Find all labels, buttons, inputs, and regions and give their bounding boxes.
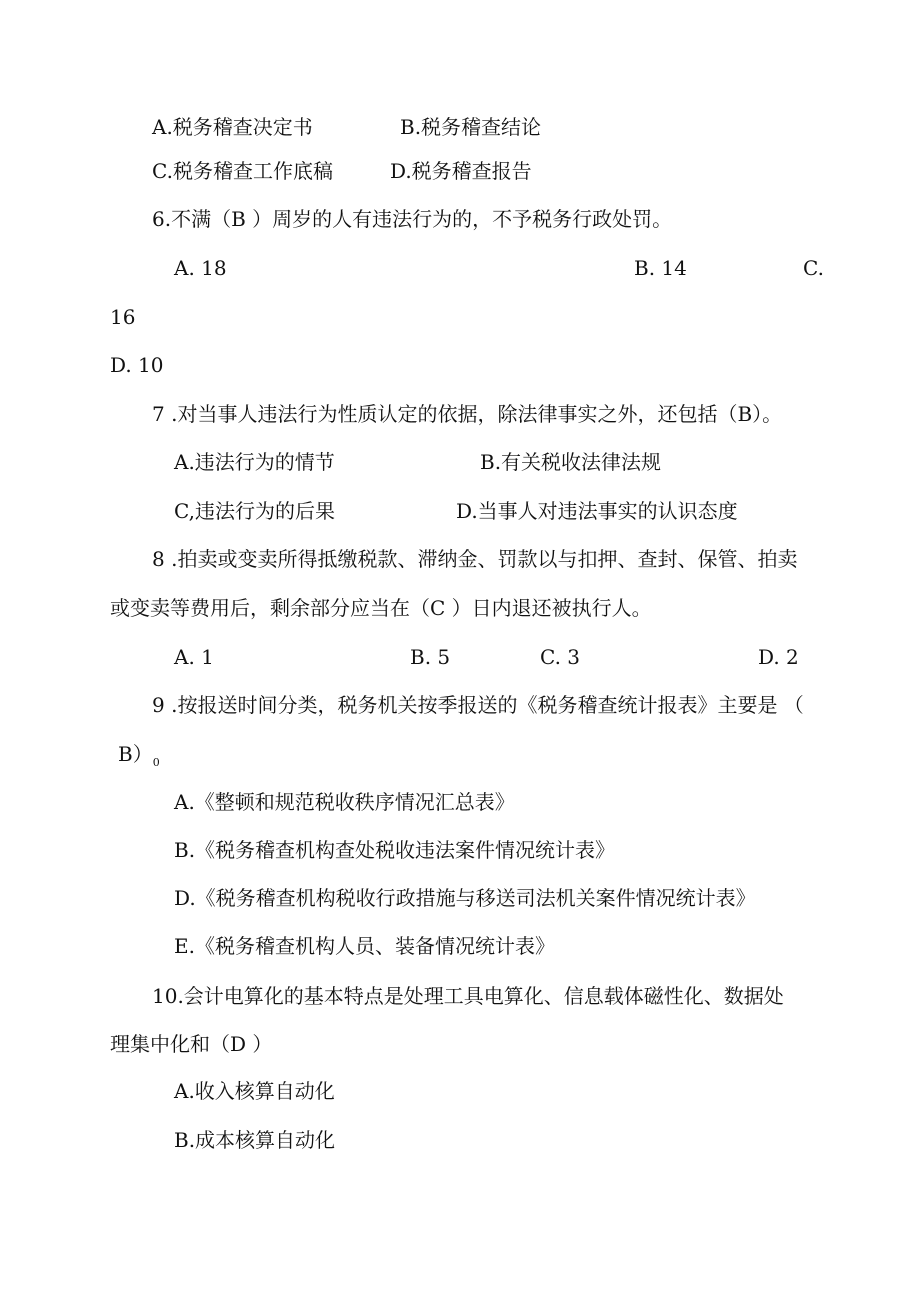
q7-option-d: D.当事人对违法事实的认识态度 [456, 499, 738, 523]
q6-option-a: A. 18 [174, 256, 227, 280]
q9-option-d: D.《税务稽查机构税收行政措施与移送司法机关案件情况统计表》 [174, 886, 756, 910]
q6-option-c-label: C. [803, 256, 824, 280]
q9-answer: B） [118, 742, 153, 766]
q10-option-b: B.成本核算自动化 [174, 1128, 336, 1152]
q9-stem-line-1: 9 .按报送时间分类，税务机关按季报送的《税务稽查统计报表》主要是 （ [152, 693, 804, 717]
q9-option-e: E.《税务稽查机构人员、装备情况统计表》 [174, 934, 555, 958]
q10-stem-line-2: 理集中化和（D ） [110, 1032, 273, 1056]
q5-option-c: C.税务稽查工作底稿 [152, 159, 333, 183]
q8-option-a: A. 1 [174, 645, 214, 669]
q9-option-b: B.《税务稽查机构查处税收违法案件情况统计表》 [174, 838, 616, 862]
q5-option-d: D.税务稽查报告 [390, 159, 532, 183]
q9-stem-line-2 [118, 744, 160, 768]
q6-option-d: D. 10 [110, 353, 164, 377]
q8-option-c: C. 3 [540, 645, 581, 669]
q6-option-c-value: 16 [110, 305, 136, 329]
q5-option-b: B.税务稽查结论 [400, 115, 542, 139]
q8-option-b: B. 5 [410, 645, 451, 669]
q7-option-a: A.违法行为的情节 [174, 450, 335, 474]
q8-stem-line-1: 8 .拍卖或变卖所得抵缴税款、滞纳金、罚款以与扣押、查封、保管、拍卖 [152, 547, 798, 571]
q7-stem: 7 .对当事人违法行为性质认定的依据，除法律事实之外，还包括（B）。 [152, 402, 783, 426]
q9-option-a: A.《整顿和规范税收秩序情况汇总表》 [174, 790, 515, 814]
q7-option-b: B.有关税收法律法规 [480, 450, 662, 474]
q10-option-a: A.收入核算自动化 [174, 1079, 335, 1103]
q8-stem-line-2: 或变卖等费用后，剩余部分应当在（C ）日内退还被执行人。 [110, 596, 652, 620]
q10-stem-line-1: 10.会计电算化的基本特点是处理工具电算化、信息载体磁性化、数据处 [152, 984, 784, 1008]
q8-option-d: D. 2 [758, 645, 799, 669]
q9-stem-subscript: 0 [152, 756, 160, 769]
q6-stem: 6.不满（B ）周岁的人有违法行为的，不予税务行政处罚。 [152, 207, 673, 231]
q5-option-a: A.税务稽查决定书 [152, 115, 313, 139]
q6-option-b: B. 14 [634, 256, 687, 280]
q7-option-c: C,违法行为的后果 [174, 499, 335, 523]
